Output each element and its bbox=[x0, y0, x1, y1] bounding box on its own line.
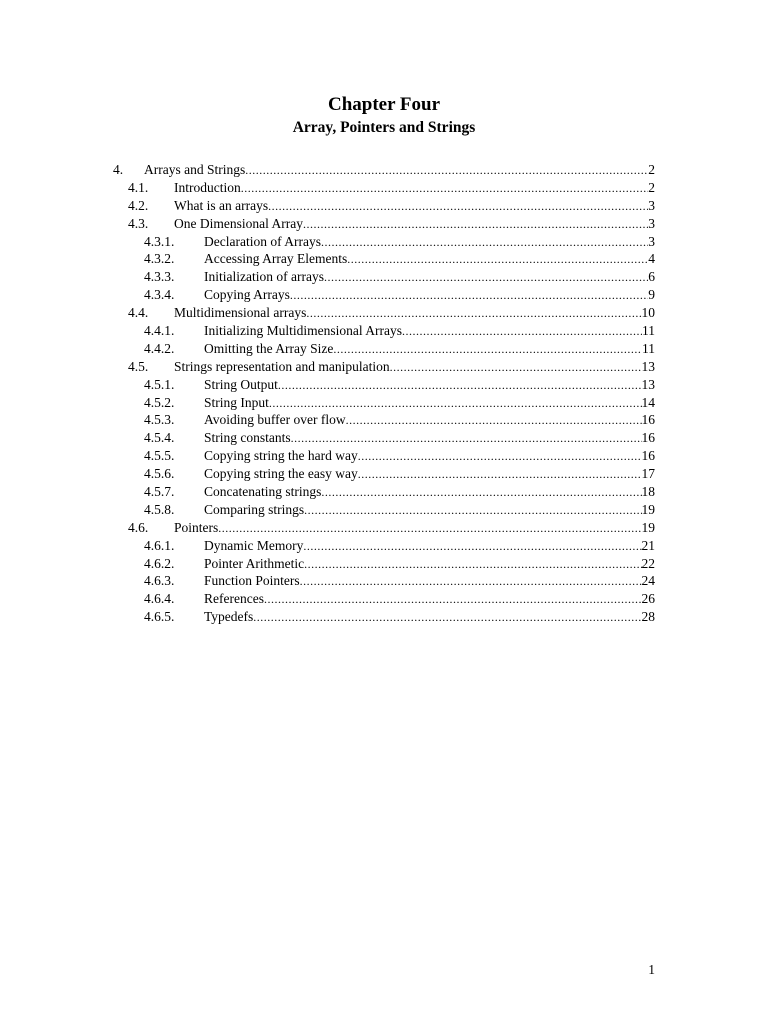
toc-entry-line bbox=[204, 286, 655, 304]
toc-entry-number: 4.5.8. bbox=[144, 501, 175, 517]
toc-dot-leader bbox=[321, 483, 641, 501]
toc-dot-leader bbox=[306, 304, 641, 322]
toc-entry[interactable] bbox=[0, 608, 768, 626]
toc-dot-leader bbox=[269, 394, 642, 412]
toc-entry-number: 4.3.2. bbox=[144, 251, 175, 267]
toc-entry-number: 4.5.2. bbox=[144, 394, 175, 410]
toc-entry-line bbox=[174, 358, 655, 376]
toc-entry-line bbox=[204, 537, 655, 555]
toc-entry[interactable] bbox=[0, 215, 768, 233]
toc-entry-page: 22 bbox=[641, 555, 655, 571]
toc-dot-leader bbox=[324, 268, 648, 286]
chapter-title: Chapter Four bbox=[327, 94, 441, 115]
toc-entry-page: 11 bbox=[642, 323, 655, 339]
toc-entry-number: 4.4.2. bbox=[144, 340, 175, 356]
toc-entry[interactable] bbox=[0, 537, 768, 555]
toc-entry-label: Dynamic Memory bbox=[204, 537, 304, 553]
toc-dot-leader bbox=[304, 555, 641, 573]
toc-entry-label: Multidimensional arrays bbox=[174, 305, 307, 321]
toc-entry-number: 4.1. bbox=[128, 179, 149, 195]
toc-entry-page: 3 bbox=[648, 233, 655, 249]
toc-entry-label: Typedefs bbox=[204, 609, 254, 625]
toc-entry[interactable] bbox=[0, 411, 768, 429]
toc-entry[interactable] bbox=[0, 590, 768, 608]
toc-dot-leader bbox=[290, 286, 648, 304]
toc-entry-page: 10 bbox=[641, 305, 655, 321]
toc-dot-leader bbox=[303, 537, 641, 555]
toc-entry-line bbox=[174, 197, 655, 215]
toc-entry-line bbox=[204, 322, 655, 340]
toc-entry-number: 4.3.1. bbox=[144, 233, 175, 249]
toc-dot-leader bbox=[346, 411, 642, 429]
toc-entry-number: 4.4.1. bbox=[144, 323, 175, 339]
toc-entry[interactable] bbox=[0, 465, 768, 483]
toc-entry-label: Copying Arrays bbox=[204, 287, 290, 303]
toc-entry-page: 17 bbox=[641, 466, 655, 482]
toc-entry-page: 24 bbox=[641, 573, 655, 589]
toc-dot-leader bbox=[303, 215, 648, 233]
toc-dot-leader bbox=[402, 322, 642, 340]
toc-entry[interactable] bbox=[0, 358, 768, 376]
toc-entry-label: String Output bbox=[204, 376, 278, 392]
toc-entry[interactable] bbox=[0, 429, 768, 447]
toc-entry-page: 18 bbox=[641, 484, 655, 500]
toc-entry-page: 16 bbox=[641, 412, 655, 428]
toc-entry-line bbox=[204, 555, 655, 573]
toc-entry[interactable] bbox=[0, 572, 768, 590]
toc-entry-page: 19 bbox=[641, 501, 655, 517]
toc-entry-line bbox=[174, 519, 655, 537]
toc-entry-label: Pointer Arithmetic bbox=[204, 555, 305, 571]
toc-entry-page: 16 bbox=[641, 448, 655, 464]
toc-dot-leader bbox=[358, 465, 642, 483]
toc-entry-page: 6 bbox=[648, 269, 655, 285]
toc-entry-page: 16 bbox=[641, 430, 655, 446]
toc-dot-leader bbox=[278, 376, 642, 394]
toc-entry-number: 4.6.5. bbox=[144, 609, 175, 625]
toc-entry-page: 3 bbox=[648, 215, 655, 231]
toc-entry-number: 4.2. bbox=[128, 197, 149, 213]
toc-entry-line bbox=[204, 250, 655, 268]
toc-entry-number: 4.5.5. bbox=[144, 448, 175, 464]
toc-entry-number: 4.5.6. bbox=[144, 466, 175, 482]
toc-entry-page: 14 bbox=[641, 394, 655, 410]
toc-entry-label: Declaration of Arrays bbox=[204, 233, 321, 249]
toc-entry-label: Omitting the Array Size bbox=[204, 340, 334, 356]
toc-entry-line bbox=[174, 215, 655, 233]
toc-entry[interactable] bbox=[0, 447, 768, 465]
toc-dot-leader bbox=[245, 161, 648, 179]
toc-entry-number: 4.6.4. bbox=[144, 591, 175, 607]
toc-entry-line bbox=[174, 179, 655, 197]
toc-dot-leader bbox=[304, 501, 641, 519]
toc-entry-label: Introduction bbox=[174, 179, 241, 195]
toc-entry-line bbox=[204, 447, 655, 465]
toc-entry-number: 4.3. bbox=[128, 215, 149, 231]
toc-entry-line bbox=[204, 429, 655, 447]
toc-entry-page: 9 bbox=[648, 287, 655, 303]
toc-entry-number: 4.6.1. bbox=[144, 537, 175, 553]
toc-entry[interactable] bbox=[0, 268, 768, 286]
toc-entry-line bbox=[204, 465, 655, 483]
toc-dot-leader bbox=[347, 250, 648, 268]
toc-entry-page: 3 bbox=[648, 197, 655, 213]
toc-entry-label: Avoiding buffer over flow bbox=[204, 412, 346, 428]
toc-entry[interactable] bbox=[0, 376, 768, 394]
toc-dot-leader bbox=[291, 429, 642, 447]
toc-entry-number: 4.3.4. bbox=[144, 287, 175, 303]
toc-entry-line bbox=[204, 590, 655, 608]
toc-entry-label: Function Pointers bbox=[204, 573, 300, 589]
toc-entry-number: 4.6.2. bbox=[144, 555, 175, 571]
toc-entry-page: 13 bbox=[641, 376, 655, 392]
toc-entry-label: Pointers bbox=[174, 519, 219, 535]
toc-entry[interactable] bbox=[0, 197, 768, 215]
toc-dot-leader bbox=[218, 519, 641, 537]
toc-entry-page: 2 bbox=[648, 162, 655, 177]
toc-dot-leader bbox=[333, 340, 642, 358]
toc-entry-line bbox=[204, 608, 655, 626]
page-number: 1 bbox=[648, 962, 655, 977]
toc-entry-number: 4.5.4. bbox=[144, 430, 175, 446]
toc-entry-label: Concatenating strings bbox=[204, 484, 322, 500]
toc-entry-line bbox=[204, 376, 655, 394]
toc-entry-label: What is an arrays bbox=[174, 197, 269, 213]
toc-entry-line bbox=[204, 483, 655, 501]
toc-entry-number: 4.5.1. bbox=[144, 376, 175, 392]
toc-entry-page: 11 bbox=[642, 340, 655, 356]
toc-entry[interactable] bbox=[0, 322, 768, 340]
toc-entry-label: Copying string the hard way bbox=[204, 448, 358, 464]
toc-dot-leader bbox=[390, 358, 642, 376]
toc-dot-leader bbox=[321, 233, 648, 251]
toc-entry[interactable] bbox=[0, 483, 768, 501]
toc-entry-line bbox=[204, 411, 655, 429]
toc-entry-label: Accessing Array Elements bbox=[204, 251, 348, 267]
toc-dot-leader bbox=[241, 179, 649, 197]
toc-entry-page: 19 bbox=[641, 519, 655, 535]
toc-entry-page: 4 bbox=[648, 251, 655, 267]
toc-entry-page: 26 bbox=[641, 591, 655, 607]
toc-entry-number: 4.4. bbox=[128, 305, 149, 321]
toc-entry-line bbox=[204, 268, 655, 286]
toc-entry[interactable] bbox=[0, 340, 768, 358]
toc-entry-number: 4.3.3. bbox=[144, 269, 175, 285]
toc-entry-line bbox=[204, 233, 655, 251]
toc-entry[interactable] bbox=[0, 519, 768, 537]
toc-entry-page: 2 bbox=[648, 179, 655, 195]
toc-entry-label: Copying string the easy way bbox=[204, 466, 358, 482]
toc-entry[interactable] bbox=[0, 161, 768, 179]
toc-entry-page: 13 bbox=[641, 358, 655, 374]
toc-entry-number: 4. bbox=[113, 162, 124, 177]
toc-entry-page: 28 bbox=[641, 609, 655, 625]
toc-dot-leader bbox=[264, 590, 642, 608]
toc-entry-line bbox=[204, 394, 655, 412]
toc-entry-label: Arrays and Strings bbox=[144, 162, 246, 177]
toc-entry[interactable] bbox=[0, 250, 768, 268]
toc-entry[interactable] bbox=[0, 304, 768, 322]
toc-entry-label: Strings representation and manipulation bbox=[174, 358, 390, 374]
toc-entry-label: Comparing strings bbox=[204, 501, 305, 517]
toc-entry[interactable] bbox=[0, 555, 768, 573]
toc-entry-line bbox=[204, 572, 655, 590]
toc-entry-number: 4.5.3. bbox=[144, 412, 175, 428]
table-of-contents bbox=[0, 161, 768, 626]
toc-entry-number: 4.6. bbox=[128, 519, 149, 535]
toc-entry-label: String constants bbox=[204, 430, 291, 446]
toc-entry-label: One Dimensional Array bbox=[174, 215, 303, 231]
toc-entry-line bbox=[144, 161, 655, 179]
toc-entry[interactable] bbox=[0, 394, 768, 412]
toc-entry-number: 4.5. bbox=[128, 358, 149, 374]
toc-dot-leader bbox=[358, 447, 642, 465]
chapter-subtitle: Array, Pointers and Strings bbox=[292, 119, 476, 136]
toc-entry-line bbox=[174, 304, 655, 322]
toc-entry-page: 21 bbox=[641, 537, 655, 553]
toc-entry-number: 4.5.7. bbox=[144, 484, 175, 500]
toc-entry-label: References bbox=[204, 591, 264, 607]
toc-dot-leader bbox=[300, 572, 642, 590]
toc-dot-leader bbox=[253, 608, 641, 626]
toc-entry-line bbox=[204, 340, 655, 358]
toc-entry-line bbox=[204, 501, 655, 519]
toc-entry-number: 4.6.3. bbox=[144, 573, 175, 589]
toc-entry-label: Initialization of arrays bbox=[204, 269, 324, 285]
toc-entry-label: Initializing Multidimensional Arrays bbox=[204, 323, 402, 339]
toc-dot-leader bbox=[268, 197, 648, 215]
toc-entry[interactable] bbox=[0, 233, 768, 251]
toc-entry-label: String Input bbox=[204, 394, 269, 410]
toc-entry[interactable] bbox=[0, 286, 768, 304]
toc-entry[interactable] bbox=[0, 501, 768, 519]
toc-entry[interactable] bbox=[0, 179, 768, 197]
